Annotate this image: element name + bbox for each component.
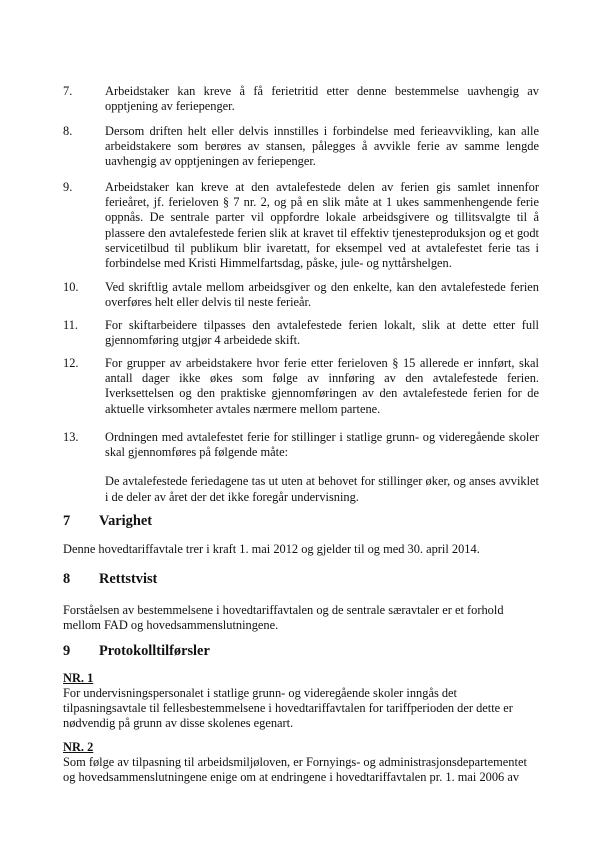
- item-followup-text: De avtalefestede feriedagene tas ut uten at behovet for stillinger øker, og anses avviklet i de deler av året der det ikke foregår undervisning.: [105, 474, 539, 504]
- protocol-label-nr2: NR. 2: [63, 740, 94, 754]
- item-text: For skiftarbeidere tilpasses den avtalefestede ferien lokalt, slik at dette etter full gjennomføring utgjør 4 arbeidede skift.: [105, 318, 539, 348]
- section-number: 8: [63, 571, 71, 587]
- list-item-8: [63, 124, 539, 170]
- section-title: Varighet: [99, 513, 153, 529]
- item-number: 7.: [63, 84, 73, 98]
- item-number: 11.: [63, 318, 79, 332]
- item-text: Ved skriftlig avtale mellom arbeidsgiver og den enkelte, kan den avtalefestede ferien overføres helt eller delvis til neste ferieår.: [105, 280, 539, 310]
- list-item-12: [63, 356, 539, 417]
- protocol-text-nr1: For undervisningspersonalet i statlige grunn- og videregående skoler inngås det tilpasningsavtale til fellesbestemmelsene i hovedtariffavtalen for tariffperioden der dette er nødvendig på grunn av disse skolenes egenart.: [63, 686, 513, 731]
- item-number: 10.: [63, 280, 79, 294]
- section-title: Protokolltilførsler: [99, 643, 210, 659]
- item-text: Ordningen med avtalefestet ferie for stillinger i statlige grunn- og videregående skoler skal gjennomføres på følgende måte:: [105, 430, 539, 460]
- section-number: 9: [63, 643, 71, 659]
- section-body-rettstvist: Forståelsen av bestemmelsene i hovedtariffavtalen og de sentrale særavtaler er et forhold mellom FAD og hovedsammenslutningene.: [63, 603, 504, 633]
- protocol-text-nr2: Som følge av tilpasning til arbeidsmiljøloven, er Fornyings- og administrasjonsdepartementet og hovedsammenslutningene enige om at endringene i hovedtariffavtalen pr. 1. mai 2006 av: [63, 755, 527, 785]
- list-item-13: [63, 430, 539, 505]
- section-number: 7: [63, 513, 71, 529]
- protocol-label-nr1: NR. 1: [63, 671, 94, 685]
- item-text: For grupper av arbeidstakere hvor ferie etter ferieloven § 15 allerede er innført, skal antall dager ikke økes som følge av innføring av den avtalefestede ferien. Iverksettelsen og den praktiske gjennomføringen av den avtalefestede ferien for de aktuelle virksomheter avtales nærmere mellom partene.: [105, 356, 539, 416]
- section-body-varighet: Denne hovedtariffavtale trer i kraft 1. mai 2012 og gjelder til og med 30. april 2014.: [63, 542, 480, 556]
- list-item-7: [63, 84, 539, 114]
- item-text: Dersom driften helt eller delvis innstilles i forbindelse med ferieavvikling, kan alle arbeidstakere som berøres av stansen, pålegges å avvikle ferie av samme lengde uavhengig av opptjeningen av feriepenger.: [105, 124, 539, 169]
- item-text: Arbeidstaker kan kreve å få ferietritid etter denne bestemmelse uavhengig av opptjening av feriepenger.: [105, 84, 539, 114]
- list-item-9: [63, 180, 539, 271]
- item-text: Arbeidstaker kan kreve at den avtalefestede delen av ferien gis samlet innenfor ferieåret, jf. ferieloven § 7 nr. 2, og på en slik måte at 1 ukes sammenhengende ferie oppnås. De sentrale parter vil oppfordre lokale arbeidsgivere og tillitsvalgte til å plassere den avtalefestede ferien slik at kravet til effektiv tjenesteproduksjon og et godt servicetilbud til publikum blir ivaretatt, for eksempel ved at avtalefestet ferie tas i forbindelse med Kristi Himmelfartsdag, påske, jule- og nyttårshelgen.: [105, 180, 539, 271]
- item-number: 9.: [63, 180, 73, 194]
- list-item-11: [63, 318, 539, 348]
- section-title: Rettstvist: [99, 571, 158, 587]
- item-number: 13.: [63, 430, 79, 444]
- list-item-10: [63, 280, 539, 310]
- item-number: 8.: [63, 124, 73, 138]
- item-number: 12.: [63, 356, 79, 370]
